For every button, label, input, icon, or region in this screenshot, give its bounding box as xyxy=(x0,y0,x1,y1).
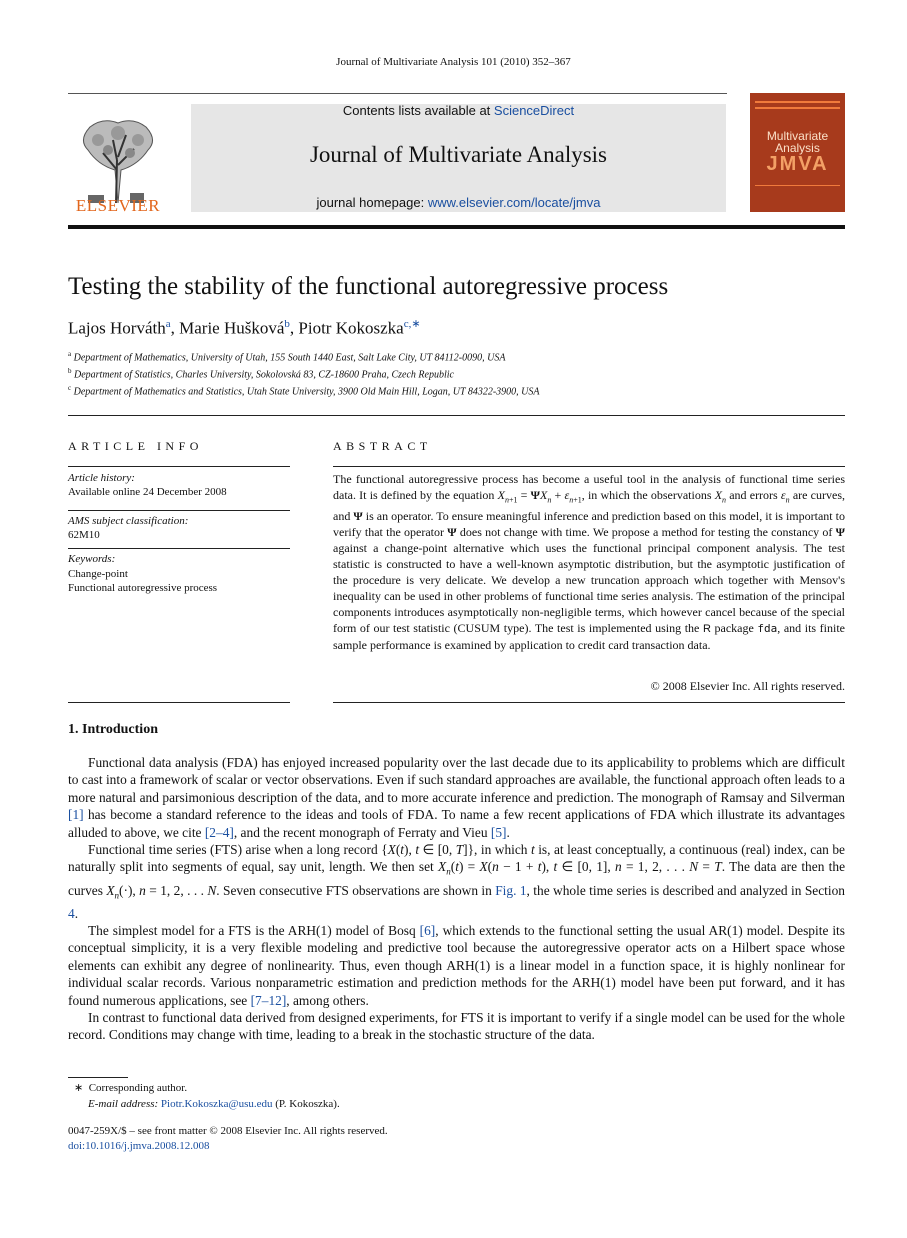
paragraph xyxy=(68,922,845,1009)
math-inline: {X(t), t ∈ [0, T]} xyxy=(381,842,475,858)
text-segment: , and the recent monograph of Ferraty and Vieu xyxy=(233,824,491,840)
text-segment: is, at least conceptually, a continuous (real) index, can be naturally split into segments of equal, say unit, length. We then set xyxy=(68,842,845,875)
abstract-segment: does not change with time. We propose a method for testing the constancy of xyxy=(456,525,836,540)
paragraph xyxy=(68,841,845,922)
citation-link[interactable]: [1] xyxy=(68,807,84,823)
text-segment: Functional data analysis (FDA) has enjoyed increased popularity over the last decade due to its applicability to problems which are difficult to cast into a framework of scalar or vector observations. Even if such standard approaches are available, the functional approach often leads to a more natural and parsimonious description of the data, and to more accurate inference and prediction. The monograph of Ramsay and Silverman xyxy=(68,755,845,805)
abstract-rule xyxy=(333,702,845,703)
body-text xyxy=(68,754,845,1044)
history-label: Article history: xyxy=(68,472,135,484)
cover-abbrev: JMVA xyxy=(766,153,829,175)
text-segment: The simplest model for a FTS is the ARH(1) model of Bosq xyxy=(88,923,420,938)
abstract-segment: against a change-point alternative which uses the functional principal component analysis. The test statistic is constructed to have a well-known asymptotic distribution, but the asymptotic justification of the procedure is very delicate. We develop a new truncation approach which together with Mensov's inequality can be used in other problems of functional time series analysis. The estimation of the principal components introduces asymptotically non-negligible terms, which however cancel because of the special form of our test statistic (CUSUM type). The test is implemented using the xyxy=(333,541,845,636)
abstract-segment: is an operator. To ensure meaningful inference and prediction based on this model, it is important to verify that the operator xyxy=(333,509,845,540)
math-symbol: Ψ xyxy=(353,509,363,524)
email-suffix: (P. Kokoszka). xyxy=(272,1098,340,1110)
text-segment: , the whole time series is described and analyzed in Section xyxy=(526,882,845,898)
author-affil-mark[interactable]: b xyxy=(284,318,290,330)
journal-cover-image xyxy=(750,93,845,212)
text-segment: , which extends to the functional setting the usual AR(1) model. Despite its conceptual simplicity, it is a very flexible modeling and predictive tool because the autoregressive operator acts on a Hilbert space whose elements can exhibit any degree of nonlinearity. Thus, even though ARH(1) is a linear model in a function space, it is highly nonlinear for individual scalar records. Various nonparametric estimation and prediction methods for the ARH(1) model have been put forward, and it has found numerous applications, see xyxy=(68,923,845,1008)
citation-link[interactable]: [7–12] xyxy=(250,992,287,1008)
corresponding-author: Corresponding author. xyxy=(88,1082,188,1094)
abstract-copyright: © 2008 Elsevier Inc. All rights reserved. xyxy=(650,679,845,693)
citation-link[interactable]: [2–4] xyxy=(204,824,234,840)
package-language: R xyxy=(702,623,711,636)
footnote-star: ∗ xyxy=(74,1082,84,1094)
abstract-segment: package xyxy=(710,621,758,636)
affiliation xyxy=(68,350,505,363)
math-symbol: $X_n$ xyxy=(714,488,727,505)
math-inline: $X_n(t) = X(n - 1 + t)$, t ∈ [0, 1], n = 1, 2, . . . N = T xyxy=(438,859,722,878)
citation-link[interactable]: [5] xyxy=(490,824,507,840)
author-affil-mark[interactable]: a xyxy=(165,318,171,330)
journal-title: Journal of Multivariate Analysis xyxy=(309,142,608,167)
paragraph xyxy=(68,1009,845,1044)
section-link[interactable]: 4 xyxy=(68,905,75,921)
math-symbol: Ψ xyxy=(447,525,457,540)
header-rule xyxy=(68,93,727,94)
info-rule xyxy=(68,510,290,511)
doi-link[interactable] xyxy=(68,1140,209,1152)
keywords-label: Keywords: xyxy=(68,553,116,565)
author-list: Lajos Horváth$^a$, Marie Hušková$^b$, Piotr Kokoszka$^{c,∗}$ xyxy=(68,318,421,338)
text-segment: , in which xyxy=(474,842,531,858)
abstract-segment: are curves, and xyxy=(333,488,846,524)
text-segment: Functional time series (FTS) arise when a long record xyxy=(88,842,382,858)
email-label: E-mail address: xyxy=(88,1098,161,1110)
text-segment: , among others. xyxy=(286,992,369,1008)
article-title: Testing the stability of the functional autoregressive process xyxy=(68,273,669,300)
doi-text[interactable]: doi:10.1016/j.jmva.2008.12.008 xyxy=(68,1140,210,1152)
affiliation-mark: c xyxy=(68,384,72,392)
text-segment: . xyxy=(506,824,510,840)
author-name: Piotr Kokoszka xyxy=(298,318,404,338)
abstract-heading: ABSTRACT xyxy=(333,439,432,453)
front-matter: 0047-259X/$ – see front matter © 2008 Elsevier Inc. All rights reserved. xyxy=(68,1125,388,1137)
footnote-rule xyxy=(68,1077,128,1078)
contents-line xyxy=(191,103,726,118)
author-name: Marie Hušková xyxy=(179,318,285,338)
author-name: Lajos Horváth xyxy=(68,318,166,338)
text-segment: . xyxy=(74,905,79,921)
math-inline: $X_n(\cdot)$, n = 1, 2, . . . N xyxy=(106,882,217,901)
citation-link[interactable]: [6] xyxy=(419,923,436,938)
author-affil-mark[interactable]: c,∗ xyxy=(403,318,421,330)
publisher-logo-text: ELSEVIER xyxy=(75,196,161,215)
text-segment: In contrast to functional data derived from designed experiments, for FTS it is important to verify if a single model can be used for the whole record. Conditions may change with time, leading to a break in the stochastic structure of the data. xyxy=(68,1010,845,1043)
contents-prefix: Contents lists available at xyxy=(342,103,494,118)
footnote-email xyxy=(88,1098,340,1110)
history-value: Available online 24 December 2008 xyxy=(68,486,227,498)
figure-link[interactable]: Fig. 1 xyxy=(495,882,527,898)
section-rule xyxy=(68,415,845,416)
affiliation-text: Department of Statistics, Charles University, Sokolovská 83, CZ-18600 Praha, Czech Republic xyxy=(74,369,454,381)
affiliation-text: Department of Mathematics and Statistics, Utah State University, 3900 Old Main Hill, Logan, UT 84322-3900, USA xyxy=(73,386,540,398)
sciencedirect-link[interactable]: ScienceDirect xyxy=(493,103,575,118)
affiliation-mark: b xyxy=(68,367,72,375)
math-inline: t xyxy=(530,842,535,858)
ams-label: AMS subject classification: xyxy=(68,515,189,527)
info-rule xyxy=(68,702,290,703)
package-name: fda xyxy=(757,622,778,636)
text-segment: . The data are then the curves xyxy=(68,859,846,898)
affiliation-mark: a xyxy=(68,350,72,358)
cover-title: Multivariate Analysis xyxy=(766,129,829,155)
text-segment: . Seven consecutive FTS observations are shown in xyxy=(216,882,496,898)
affiliation-text: Department of Mathematics, University of Utah, 155 South 1440 East, Salt Lake City, UT 84112-0090, USA xyxy=(73,352,506,364)
info-rule xyxy=(68,466,290,467)
homepage-line xyxy=(191,195,726,210)
abstract-segment: and errors xyxy=(726,488,781,502)
abstract-segment: The functional autoregressive process has become a useful tool in the analysis of functional time series data. It is defined by the equation xyxy=(333,472,845,502)
journal-reference: Journal of Multivariate Analysis 101 (2010) 352–367 xyxy=(336,56,571,68)
header-thick-rule xyxy=(68,225,845,229)
keyword: Functional autoregressive process xyxy=(68,582,218,594)
homepage-link[interactable]: www.elsevier.com/locate/jmva xyxy=(427,195,601,210)
keyword: Change-point xyxy=(68,568,128,580)
homepage-prefix: journal homepage: xyxy=(316,195,428,210)
equation: $X_{n+1} = \Psi X_n + \varepsilon_{n+1}$ xyxy=(497,488,582,505)
ams-value: 62M10 xyxy=(68,529,100,541)
abstract-rule xyxy=(333,466,845,467)
abstract-segment: , in which the observations xyxy=(581,488,715,502)
section-heading-introduction: 1. Introduction xyxy=(68,722,158,737)
affiliation xyxy=(68,384,540,397)
abstract-text xyxy=(333,471,845,653)
math-symbol: $\varepsilon_n$ xyxy=(780,488,790,505)
abstract-segment: , and its finite sample performance is examined by application to credit card transaction data. xyxy=(333,621,845,653)
article-info-heading: ARTICLE INFO xyxy=(68,439,203,453)
math-symbol: Ψ xyxy=(835,525,845,540)
paragraph xyxy=(68,754,845,841)
text-segment: has become a standard reference to the ideas and tools of FDA. To name a few recent applications of FDA which illustrate its advantages alluded to above, we cite xyxy=(68,807,845,840)
info-rule xyxy=(68,548,290,549)
affiliation xyxy=(68,367,454,380)
email-link[interactable]: Piotr.Kokoszka@usu.edu xyxy=(160,1098,273,1110)
footnote-corresponding xyxy=(74,1081,187,1094)
